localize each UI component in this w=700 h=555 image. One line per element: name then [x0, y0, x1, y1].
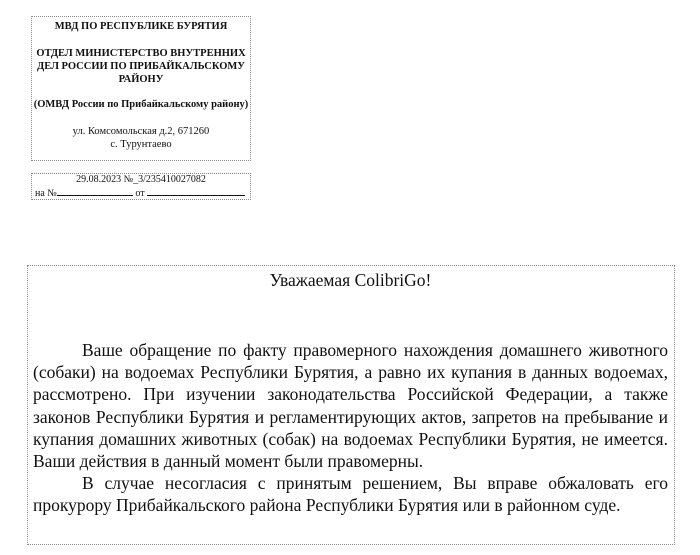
paragraph-2: В случае несогласия с принятым решением, Вы вправе обжаловать его прокурору Прибайкальского района Республики Бурятия или в районном суде. [33, 473, 668, 516]
letter-body [27, 265, 675, 545]
address-line-2: с. Турунтаево [110, 139, 172, 150]
address-line-1: ул. Комсомольская д.2, 671260 [72, 126, 210, 137]
letterhead [31, 16, 251, 161]
incoming-date-blank [147, 186, 245, 196]
department-name-line-2: ДЕЛ РОССИИ ПО ПРИБАЙКАЛЬСКОМУ [37, 61, 245, 72]
greeting: Уважаемая ColibriGo! [269, 270, 432, 290]
paragraph-1: Ваше обращение по факту правомерного нахождения домашнего животного (собаки) на водоемах Республики Бурятия, а равно их купания в данных водоемах, рассмотрено. При изучении законодательства Российской Федерации, а также законов Республики Бурятия и регламентирующих актов, запретов на пребывание и купания домашних животных (собак) на водоемах Республики Бурятия, не имеется. Ваши действия в данный момент были правомерны. [33, 340, 668, 472]
reference-number-block [31, 173, 251, 200]
incoming-reference-row [32, 186, 250, 200]
department-short-name: (ОМВД России по Прибайкальскому району) [33, 99, 249, 110]
department-name-line-3: РАЙОНУ [118, 74, 164, 85]
incoming-number-blank [57, 186, 133, 196]
department-name-line-1: ОТДЕЛ МИНИСТЕРСТВО ВНУТРЕННИХ [36, 48, 246, 59]
ot-label: от [135, 188, 145, 199]
ministry-name: МВД ПО РЕСПУБЛИКЕ БУРЯТИЯ [54, 21, 228, 32]
na-label: на № [35, 188, 57, 199]
outgoing-date-number: 29.08.2023 №_3/235410027082 [76, 174, 206, 185]
